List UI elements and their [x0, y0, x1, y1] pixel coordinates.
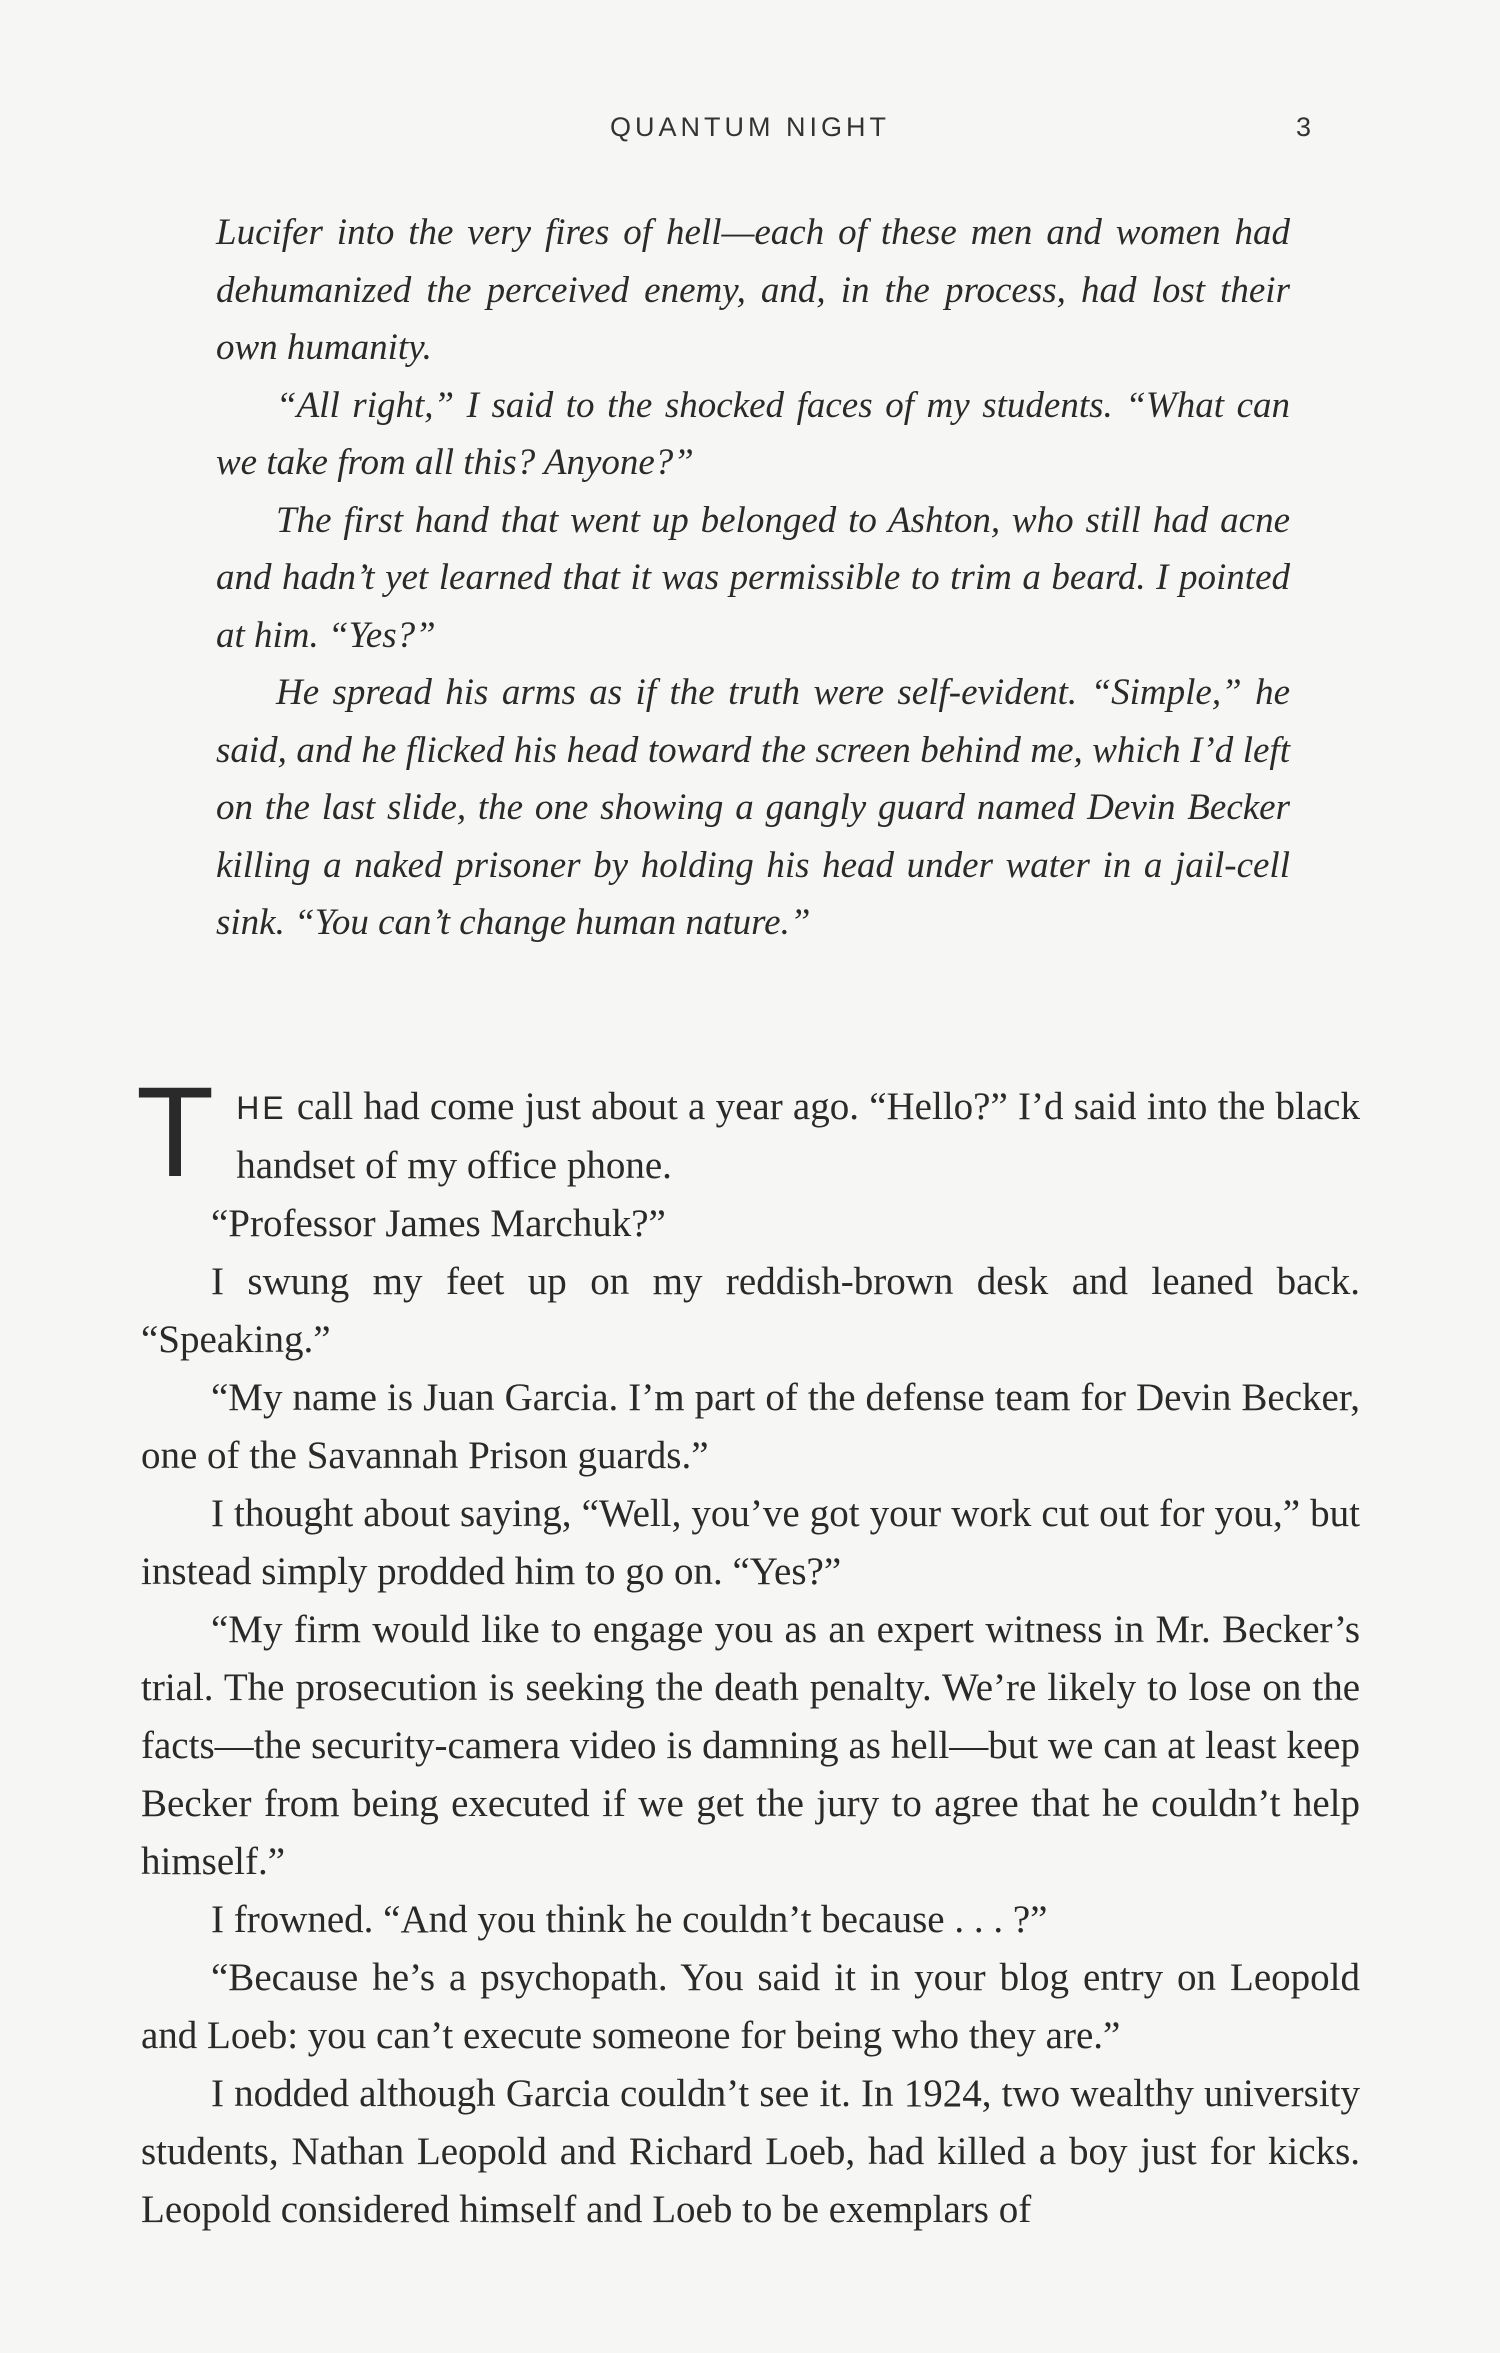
body-paragraph: I thought about saying, “Well, you’ve got your work cut out for you,” but instead simply prodded him to go on. “Yes?” — [141, 1492, 1360, 1593]
page-number: 3 — [1296, 112, 1312, 142]
italic-paragraph: “All right,” I said to the shocked faces of my students. “What can we take from all this? Anyone?” — [216, 384, 1290, 483]
body-paragraph: I swung my feet up on my reddish-brown desk and leaned back. “Speaking.” — [141, 1260, 1360, 1361]
italic-paragraph: Lucifer into the very fires of hell—each of these men and women had dehumanized the perceived enemy, and, in the process, had lost their own humanity. — [216, 212, 1290, 368]
italic-paragraph: The first hand that went up belonged to Ashton, who still had acne and hadn’t yet learned that it was permissible to trim a beard. I pointed at him. “Yes?” — [216, 499, 1290, 656]
opening-paragraph-text: call had come just about a year ago. “Hello?” I’d said into the black handset of my office phone. — [236, 1085, 1360, 1187]
italic-passage — [216, 204, 1290, 952]
chapter-section-text — [136, 1061, 1360, 2239]
body-paragraph: “My name is Juan Garcia. I’m part of the defense team for Devin Becker, one of the Savannah Prison guards.” — [141, 1376, 1360, 1477]
italic-paragraph: He spread his arms as if the truth were self-evident. “Simple,” he said, and he flicked his head toward the screen behind me, which I’d left on the last slide, the one showing a gangly guard named Devin Becker killing a naked prisoner by holding his head under water in a jail-cell sink. “You can’t change human nature.” — [216, 672, 1290, 943]
running-title: QUANTUM NIGHT — [610, 112, 890, 142]
body-paragraph: I frowned. “And you think he couldn’t because . . . ?” — [211, 1898, 1048, 1941]
body-paragraph: “My firm would like to engage you as an expert witness in Mr. Becker’s trial. The prosecution is seeking the death penalty. We’re likely to lose on the facts—the security-camera video is damning as hell—but we can at least keep Becker from being executed if we get the jury to agree that he couldn’t help himself.” — [141, 1608, 1360, 1883]
small-caps-lead: HE — [236, 1090, 287, 1126]
body-paragraph: “Because he’s a psychopath. You said it in your blog entry on Leopold and Loeb: you can’t execute someone for being who they are.” — [141, 1956, 1360, 2057]
drop-cap: T — [136, 1061, 215, 1204]
body-paragraph: I nodded although Garcia couldn’t see it. In 1924, two wealthy university students, Nathan Leopold and Richard Loeb, had killed a boy just for kicks. Leopold considered himself and Loeb to be exemplars of — [141, 2072, 1360, 2231]
body-paragraph: “Professor James Marchuk?” — [211, 1202, 666, 1245]
opening-paragraph — [136, 1061, 1360, 1204]
